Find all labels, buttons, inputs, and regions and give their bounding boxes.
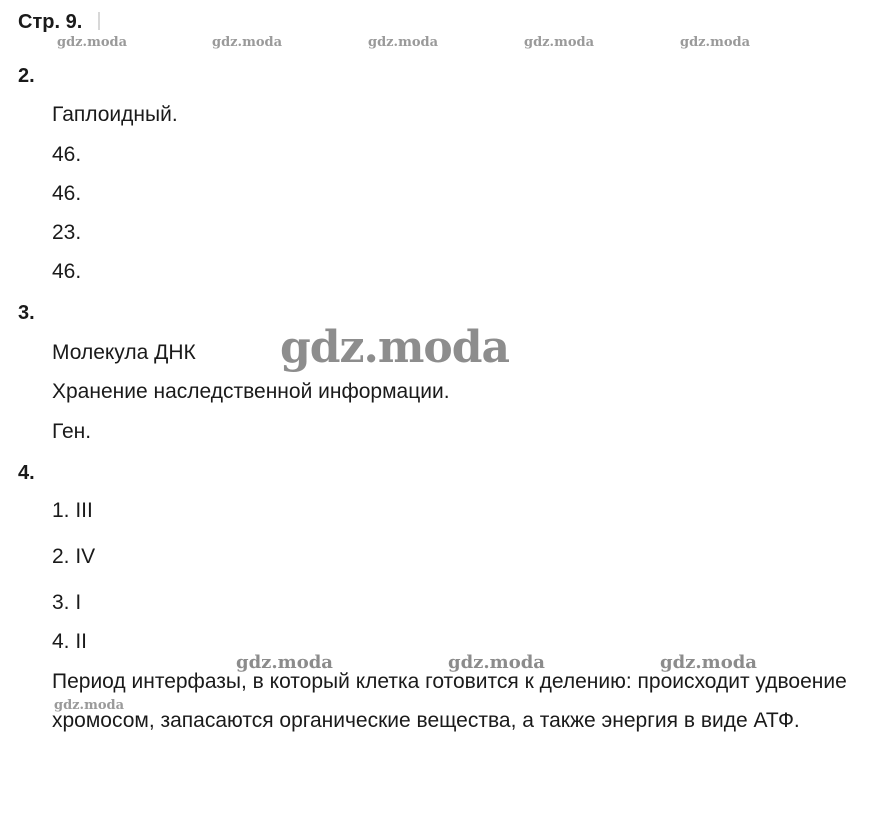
answer-line: 46. [52,260,82,283]
watermark-large: gdz.moda [280,322,510,373]
answer-line: 46. [52,182,82,205]
answer-line: 3. I [52,591,82,614]
answer-line: Хранение наследственной информации. [52,380,450,403]
answer-line: Молекула ДНК [52,341,196,364]
answer-line: 1. III [52,499,93,522]
answer-line: 4. II [52,630,88,653]
answer-paragraph: Период интерфазы, в который клетка готовится к делению: происходит удвоение хромосом, запасаются органические вещества, а также энергия в виде АТФ. [52,670,847,732]
section-number: 4. [18,462,35,484]
watermark: gdz.moda [54,698,125,713]
answer-line: 2. IV [52,545,96,568]
answer-line: 23. [52,221,82,244]
watermark: gdz.moda [448,652,545,673]
watermark: gdz.moda [236,652,333,673]
answer-line: 46. [52,143,82,166]
watermark: gdz.moda [57,35,128,50]
section-number: 2. [18,65,35,87]
watermark: gdz.moda [212,35,283,50]
watermark: gdz.moda [680,35,751,50]
page-title: Стр. 9. [18,11,83,33]
answer-line: Ген. [52,420,92,443]
watermark: gdz.moda [368,35,439,50]
watermark: gdz.moda [660,652,757,673]
watermark: gdz.moda [524,35,595,50]
answer-line: Гаплоидный. [52,103,178,126]
section-number: 3. [18,302,35,324]
text-cursor-mark [98,12,100,30]
